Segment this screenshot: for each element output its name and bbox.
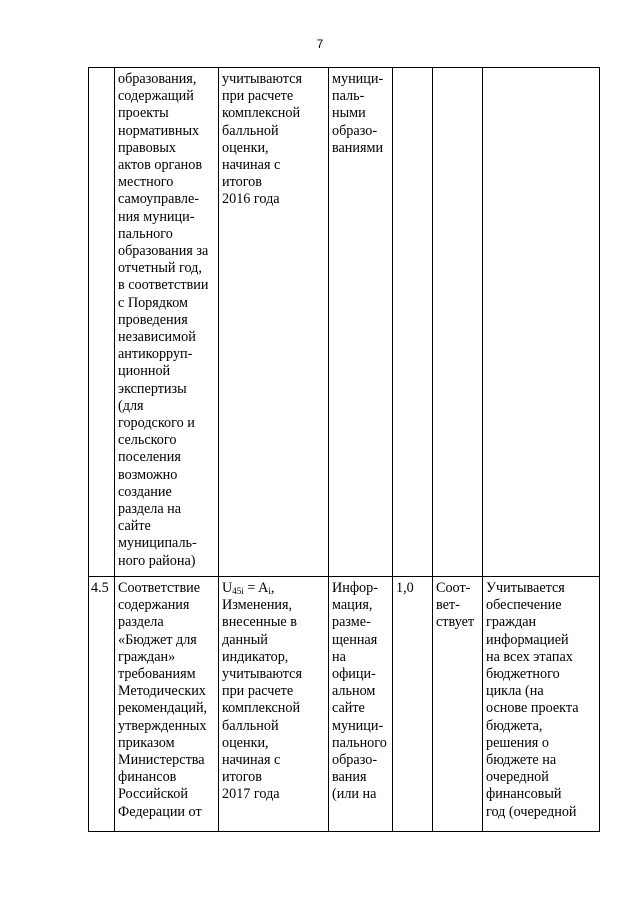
text-line: местного bbox=[118, 174, 174, 191]
text-line: финансовый bbox=[486, 786, 562, 803]
text-line: внесенные в bbox=[222, 614, 297, 631]
row-number-cell: 4.5 bbox=[89, 577, 115, 832]
text-line: (или на bbox=[332, 786, 377, 803]
text-line: итогов bbox=[222, 769, 262, 786]
formula-expression: $U_{45i} = A_i$, bbox=[222, 580, 275, 596]
weight-cell: 1,0 bbox=[393, 577, 433, 832]
source-cell bbox=[329, 68, 393, 577]
text-line: независимой bbox=[118, 329, 196, 346]
text-line: граждан bbox=[486, 614, 537, 631]
text-line: сайте bbox=[332, 700, 365, 717]
text-line: мация, bbox=[332, 597, 373, 614]
text-line: Российской bbox=[118, 786, 188, 803]
text-line: образования за bbox=[118, 243, 209, 260]
text-line: ными bbox=[332, 105, 366, 122]
text-line: начиная с bbox=[222, 157, 281, 174]
text-line: оценки, bbox=[222, 734, 269, 751]
text-line: пального bbox=[118, 225, 173, 242]
text-line: образования, bbox=[118, 71, 197, 87]
text-line: щенная bbox=[332, 631, 378, 648]
text-line: бюджетного bbox=[486, 666, 560, 683]
text-line: утвержденных bbox=[118, 717, 207, 734]
table-row bbox=[89, 577, 600, 832]
text-line: офици- bbox=[332, 666, 376, 683]
text-line: городского и bbox=[118, 415, 195, 432]
text-line: год (очередной bbox=[486, 803, 577, 820]
text-line: разме- bbox=[332, 614, 371, 631]
text-line: раздела на bbox=[118, 501, 182, 518]
comment-cell bbox=[483, 577, 600, 832]
text-line: актов органов bbox=[118, 157, 203, 174]
formula-cell bbox=[219, 577, 329, 832]
text-line: ния муници- bbox=[118, 208, 195, 225]
text-line: приказом bbox=[118, 734, 175, 751]
indicator-table bbox=[88, 67, 600, 832]
status-cell bbox=[433, 577, 483, 832]
text-line: ствует bbox=[436, 614, 475, 631]
text-line: паль- bbox=[332, 88, 365, 105]
text-line: отчетный год, bbox=[118, 260, 202, 277]
formula-cell bbox=[219, 68, 329, 577]
text-line: Министерства bbox=[118, 752, 205, 769]
text-line: очередной bbox=[486, 769, 549, 786]
text-line: Инфор- bbox=[332, 580, 378, 596]
text-line: самоуправле- bbox=[118, 191, 199, 208]
text-line: экспертизы bbox=[118, 380, 187, 397]
text-line: Федерации от bbox=[118, 803, 202, 820]
text-line: обеспечение bbox=[486, 597, 562, 614]
text-line: рекомендаций, bbox=[118, 700, 208, 717]
table-row bbox=[89, 68, 600, 577]
text-line: решения о bbox=[486, 734, 549, 751]
text-line: оценки, bbox=[222, 139, 269, 156]
row-number-cell bbox=[89, 68, 115, 577]
indicator-name-cell bbox=[115, 68, 219, 577]
text-line: антикорруп- bbox=[118, 346, 193, 363]
text-line: проекты bbox=[118, 105, 169, 122]
text-line: муници- bbox=[332, 717, 384, 734]
text-line: балльной bbox=[222, 122, 279, 139]
text-line: бюджете на bbox=[486, 752, 557, 769]
text-line: на всех этапах bbox=[486, 648, 573, 665]
text-line: (для bbox=[118, 397, 144, 414]
text-line: учитываются bbox=[222, 71, 302, 87]
text-line: ваниями bbox=[332, 139, 384, 156]
text-line: Методических bbox=[118, 683, 206, 700]
text-line: комплексной bbox=[222, 700, 301, 717]
text-line: образо- bbox=[332, 122, 378, 139]
text-line: альном bbox=[332, 683, 376, 700]
text-line: при расчете bbox=[222, 683, 294, 700]
text-line: сельского bbox=[118, 432, 177, 449]
text-line: финансов bbox=[118, 769, 177, 786]
comment-cell bbox=[483, 68, 600, 577]
text-line: образо- bbox=[332, 752, 378, 769]
text-line: учитываются bbox=[222, 666, 302, 683]
text-line: вания bbox=[332, 769, 367, 786]
text-line: индикатор, bbox=[222, 648, 289, 665]
text-line: Соответствие bbox=[118, 580, 201, 596]
text-line: начиная с bbox=[222, 752, 281, 769]
text-line: 2016 года bbox=[222, 191, 280, 208]
text-line: на bbox=[332, 648, 346, 665]
text-line: в соответствии bbox=[118, 277, 209, 294]
text-line: Соот- bbox=[436, 580, 471, 596]
text-line: возможно bbox=[118, 466, 178, 483]
text-line: создание bbox=[118, 483, 172, 500]
indicator-name-cell bbox=[115, 577, 219, 832]
text-line: информацией bbox=[486, 631, 569, 648]
text-line: раздела bbox=[118, 614, 164, 631]
text-line: ного района) bbox=[118, 552, 196, 569]
source-cell bbox=[329, 577, 393, 832]
text-line: цикла (на bbox=[486, 683, 544, 700]
text-line: Изменения, bbox=[222, 597, 293, 614]
text-line: комплексной bbox=[222, 105, 301, 122]
text-line: сайте bbox=[118, 518, 151, 535]
text-line: поселения bbox=[118, 449, 181, 466]
page-number: 7 bbox=[316, 37, 324, 51]
text-line: при расчете bbox=[222, 88, 294, 105]
text-line: данный bbox=[222, 631, 268, 648]
text-line: бюджета, bbox=[486, 717, 543, 734]
status-cell bbox=[433, 68, 483, 577]
weight-cell bbox=[393, 68, 433, 577]
text-line: требованиям bbox=[118, 666, 196, 683]
text-line: 2017 года bbox=[222, 786, 280, 803]
text-line: Учитывается bbox=[486, 580, 565, 596]
text-line: граждан» bbox=[118, 648, 176, 665]
text-line: ционной bbox=[118, 363, 171, 380]
text-line: правовых bbox=[118, 139, 177, 156]
text-line: пального bbox=[332, 734, 387, 751]
text-line: основе проекта bbox=[486, 700, 579, 717]
text-line: нормативных bbox=[118, 122, 200, 139]
text-line: балльной bbox=[222, 717, 279, 734]
text-line: содержания bbox=[118, 597, 190, 614]
text-line: вет- bbox=[436, 597, 460, 614]
text-line: муниципаль- bbox=[118, 535, 197, 552]
text-line: итогов bbox=[222, 174, 262, 191]
text-line: содержащий bbox=[118, 88, 194, 105]
text-line: проведения bbox=[118, 311, 188, 328]
text-line: муници- bbox=[332, 71, 384, 87]
text-line: с Порядком bbox=[118, 294, 188, 311]
text-line: «Бюджет для bbox=[118, 631, 197, 648]
